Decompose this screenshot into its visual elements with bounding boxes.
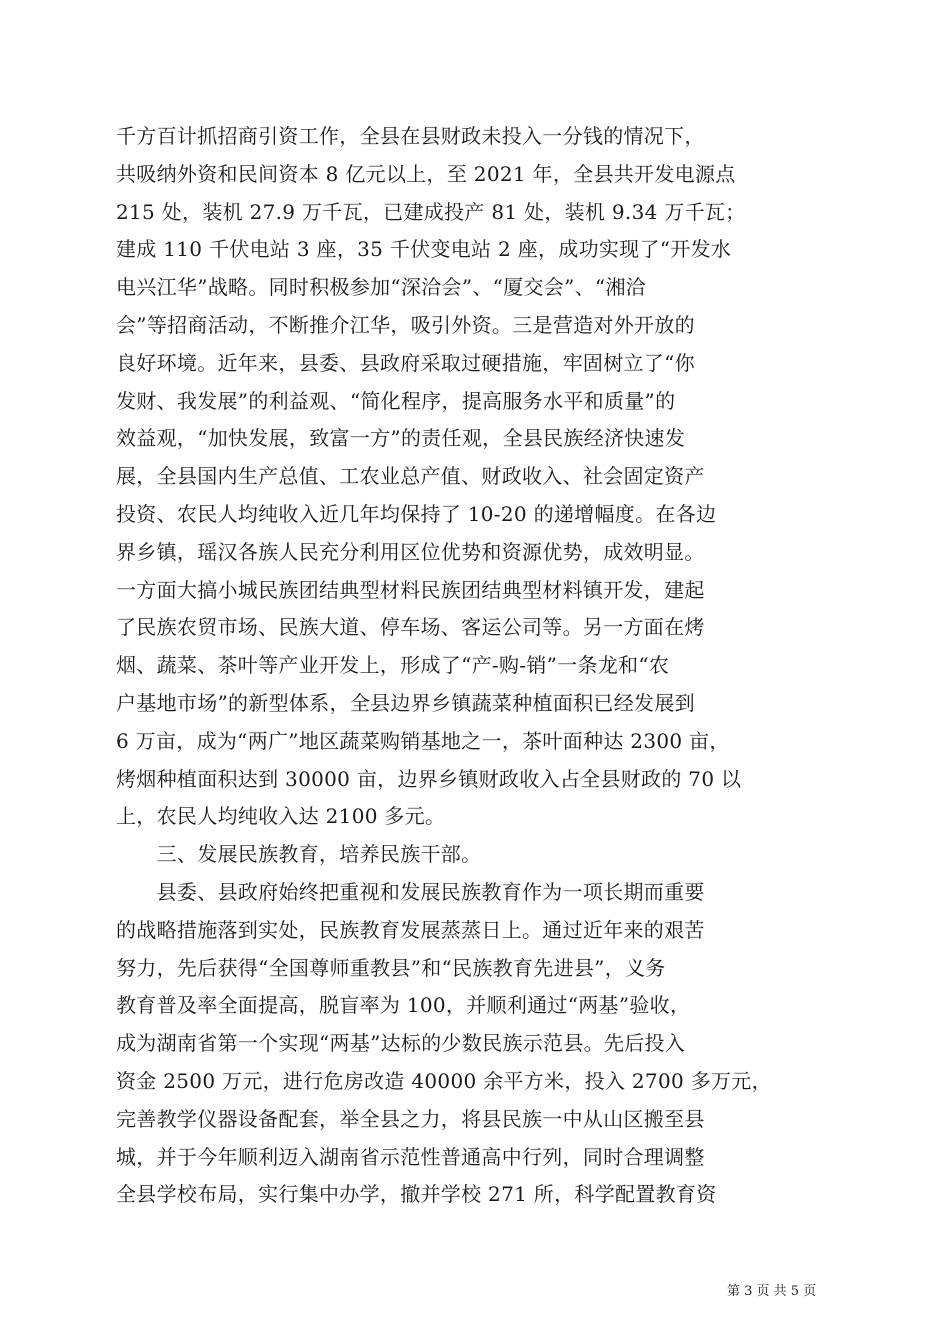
text-line: 会”等招商活动，不断推介江华，吸引外资。三是营造对外开放的 xyxy=(116,312,695,337)
text-line: 一方面大搞小城民族团结典型材料民族团结典型材料镇开发，建起 xyxy=(116,577,705,602)
text-line: 完善教学仪器设备配套，举全县之力，将县民族一中从山区搬至县 xyxy=(116,1106,705,1131)
text-line: 教育普及率全面提高，脱盲率为 100，并顺利通过“两基”验收， xyxy=(116,993,691,1018)
text-line: 资金 2500 万元，进行危房改造 40000 余平方米，投入 2700 多万元， xyxy=(116,1068,772,1093)
text-line: 展，全县国内生产总值、工农业总产值、财政收入、社会固定资产 xyxy=(116,464,705,489)
text-line: 努力，先后获得“全国尊师重教县”和“民族教育先进县”，义务 xyxy=(116,955,666,980)
text-line: 成为湖南省第一个实现“两基”达标的少数民族示范县。先后投入 xyxy=(116,1031,686,1056)
text-line: 户基地市场”的新型体系，全县边界乡镇蔬菜种植面积已经发展到 xyxy=(116,690,695,715)
text-line: 城，并于今年顺利迈入湖南省示范性普通高中行列，同时合理调整 xyxy=(116,1144,705,1169)
text-line: 电兴江华”战略。同时积极参加“深洽会”、“厦交会”、“湘洽 xyxy=(116,275,647,300)
text-line: 215 处，装机 27.9 万千瓦，已建成投产 81 处，装机 9.34 万千瓦； xyxy=(116,199,746,224)
text-line: 建成 110 千伏电站 3 座，35 千伏变电站 2 座，成功实现了“开发水 xyxy=(116,237,732,262)
text-line: 的战略措施落到实处，民族教育发展蒸蒸日上。通过近年来的艰苦 xyxy=(116,917,705,942)
text-line: 效益观，“加快发展，致富一方”的责任观，全县民族经济快速发 xyxy=(116,426,686,451)
text-line: 烤烟种植面积达到 30000 亩，边界乡镇财政收入占全县财政的 70 以 xyxy=(116,766,742,791)
text-line: 上，农民人均纯收入达 2100 多元。 xyxy=(116,804,446,829)
text-line: 6 万亩，成为“两广”地区蔬菜购销基地之一，茶叶面种达 2300 亩， xyxy=(116,728,730,753)
section-heading: 三、发展民族教育，培养民族干部。 xyxy=(116,842,482,867)
text-line: 发财、我发展”的利益观、“简化程序，提高服务水平和质量”的 xyxy=(116,388,676,413)
body-text xyxy=(116,118,842,1214)
page-number-footer: 第 3 页 共 5 页 xyxy=(727,1284,817,1299)
text-line: 了民族农贸市场、民族大道、停车场、客运公司等。另一方面在烤 xyxy=(116,615,705,640)
text-line: 县委、县政府始终把重视和发展民族教育作为一项长期而重要 xyxy=(116,879,705,904)
text-line: 千方百计抓招商引资工作，全县在县财政未投入一分钱的情况下， xyxy=(116,124,705,148)
text-line: 全县学校布局，实行集中办学，撤并学校 271 所，科学配置教育资 xyxy=(116,1182,717,1207)
text-line: 烟、蔬菜、茶叶等产业开发上，形成了“产-购-销”一条龙和“农 xyxy=(116,653,670,678)
text-line: 界乡镇，瑶汉各族人民充分利用区位优势和资源优势，成效明显。 xyxy=(116,539,705,564)
text-line: 共吸纳外资和民间资本 8 亿元以上，至 2021 年，全县共开发电源点 xyxy=(116,161,736,186)
text-line: 良好环境。近年来，县委、县政府采取过硬措施，牢固树立了“你 xyxy=(116,350,695,375)
text-line: 投资、农民人均纯收入近几年均保持了 10-20 的递增幅度。在各边 xyxy=(116,501,717,526)
